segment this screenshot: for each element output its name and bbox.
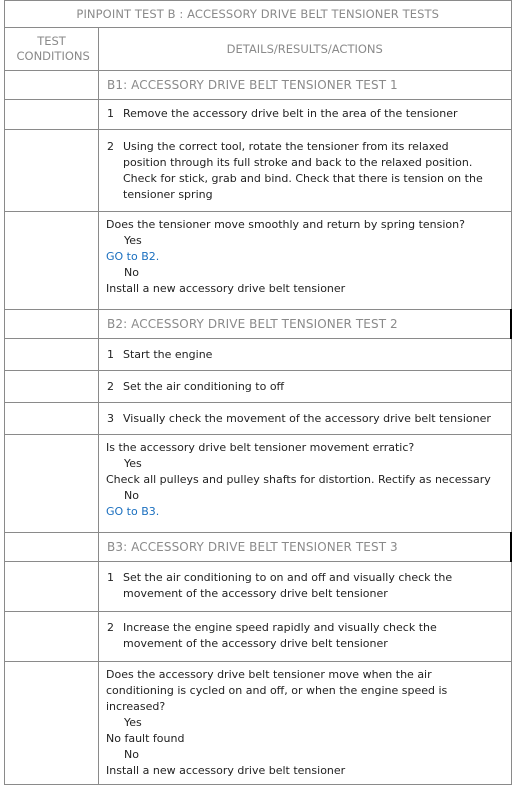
b2-step-1 [5, 339, 512, 371]
step-text: Visually check the movement of the accessory drive belt tensioner [123, 412, 491, 425]
b3-no-label: No [124, 748, 139, 761]
b3-step-1 [5, 562, 512, 612]
b2-goto-b3-link[interactable]: GO to B3. [106, 505, 160, 518]
b2-step-3 [5, 403, 512, 435]
b1-question: Does the tensioner move smoothly and return by spring tension? [106, 218, 465, 231]
section-b1-row [5, 71, 512, 100]
b2-no-label: No [124, 489, 139, 502]
section-b2-heading: B2: ACCESSORY DRIVE BELT TENSIONER TEST 2 [99, 310, 512, 339]
header-details: DETAILS/RESULTS/ACTIONS [99, 28, 512, 71]
b2-yes-action: Check all pulleys and pulley shafts for distortion. Rectify as necessary [106, 473, 491, 486]
column-header-row [5, 28, 512, 71]
step-number: 2 [107, 140, 114, 153]
table-title: PINPOINT TEST B : ACCESSORY DRIVE BELT TENSIONER TESTS [5, 1, 512, 28]
b3-question: Does the accessory drive belt tensioner move when the air conditioning is cycled on and off, or when the engine speed is increased? [106, 668, 448, 713]
b3-yes-action: No fault found [106, 732, 185, 745]
b1-question-row [5, 212, 512, 310]
step-text: Using the correct tool, rotate the tensioner from its relaxed position through its full stroke and back to the relaxed position. Check for stick, grab and bind. Check that there is tension on the tensioner spring [123, 140, 483, 201]
step-number: 1 [107, 348, 114, 361]
section-b2-row [5, 310, 512, 339]
b3-no-action: Install a new accessory drive belt tensioner [106, 764, 346, 777]
step-text: Set the air conditioning to on and off and visually check the movement of the accessory drive belt tensioner [123, 571, 453, 600]
step-number: 2 [107, 621, 114, 634]
b2-step-2 [5, 371, 512, 403]
b3-yes-label: Yes [124, 716, 142, 729]
step-number: 1 [107, 571, 114, 584]
b2-question: Is the accessory drive belt tensioner movement erratic? [106, 441, 415, 454]
section-b1-heading: B1: ACCESSORY DRIVE BELT TENSIONER TEST 1 [99, 71, 512, 100]
b3-question-row [5, 662, 512, 785]
header-test-conditions: TEST CONDITIONS [5, 28, 99, 71]
b3-step-2 [5, 612, 512, 662]
step-text: Set the air conditioning to off [123, 380, 285, 393]
b1-step-1 [5, 100, 512, 130]
b2-question-row [5, 435, 512, 533]
section-b3-row [5, 533, 512, 562]
step-text: Increase the engine speed rapidly and visually check the movement of the accessory drive belt tensioner [123, 621, 437, 650]
step-number: 3 [107, 412, 114, 425]
table-title-row [5, 1, 512, 28]
b1-step-2 [5, 130, 512, 212]
section-b3-heading: B3: ACCESSORY DRIVE BELT TENSIONER TEST 3 [99, 533, 512, 562]
pinpoint-test-table [4, 0, 512, 785]
step-text: Start the engine [123, 348, 213, 361]
step-number: 1 [107, 107, 114, 120]
b1-no-label: No [124, 266, 139, 279]
b2-yes-label: Yes [124, 457, 142, 470]
b1-yes-label: Yes [124, 234, 142, 247]
step-number: 2 [107, 380, 114, 393]
b1-no-action: Install a new accessory drive belt tensioner [106, 282, 346, 295]
step-text: Remove the accessory drive belt in the area of the tensioner [123, 107, 458, 120]
b1-goto-b2-link[interactable]: GO to B2. [106, 250, 160, 263]
